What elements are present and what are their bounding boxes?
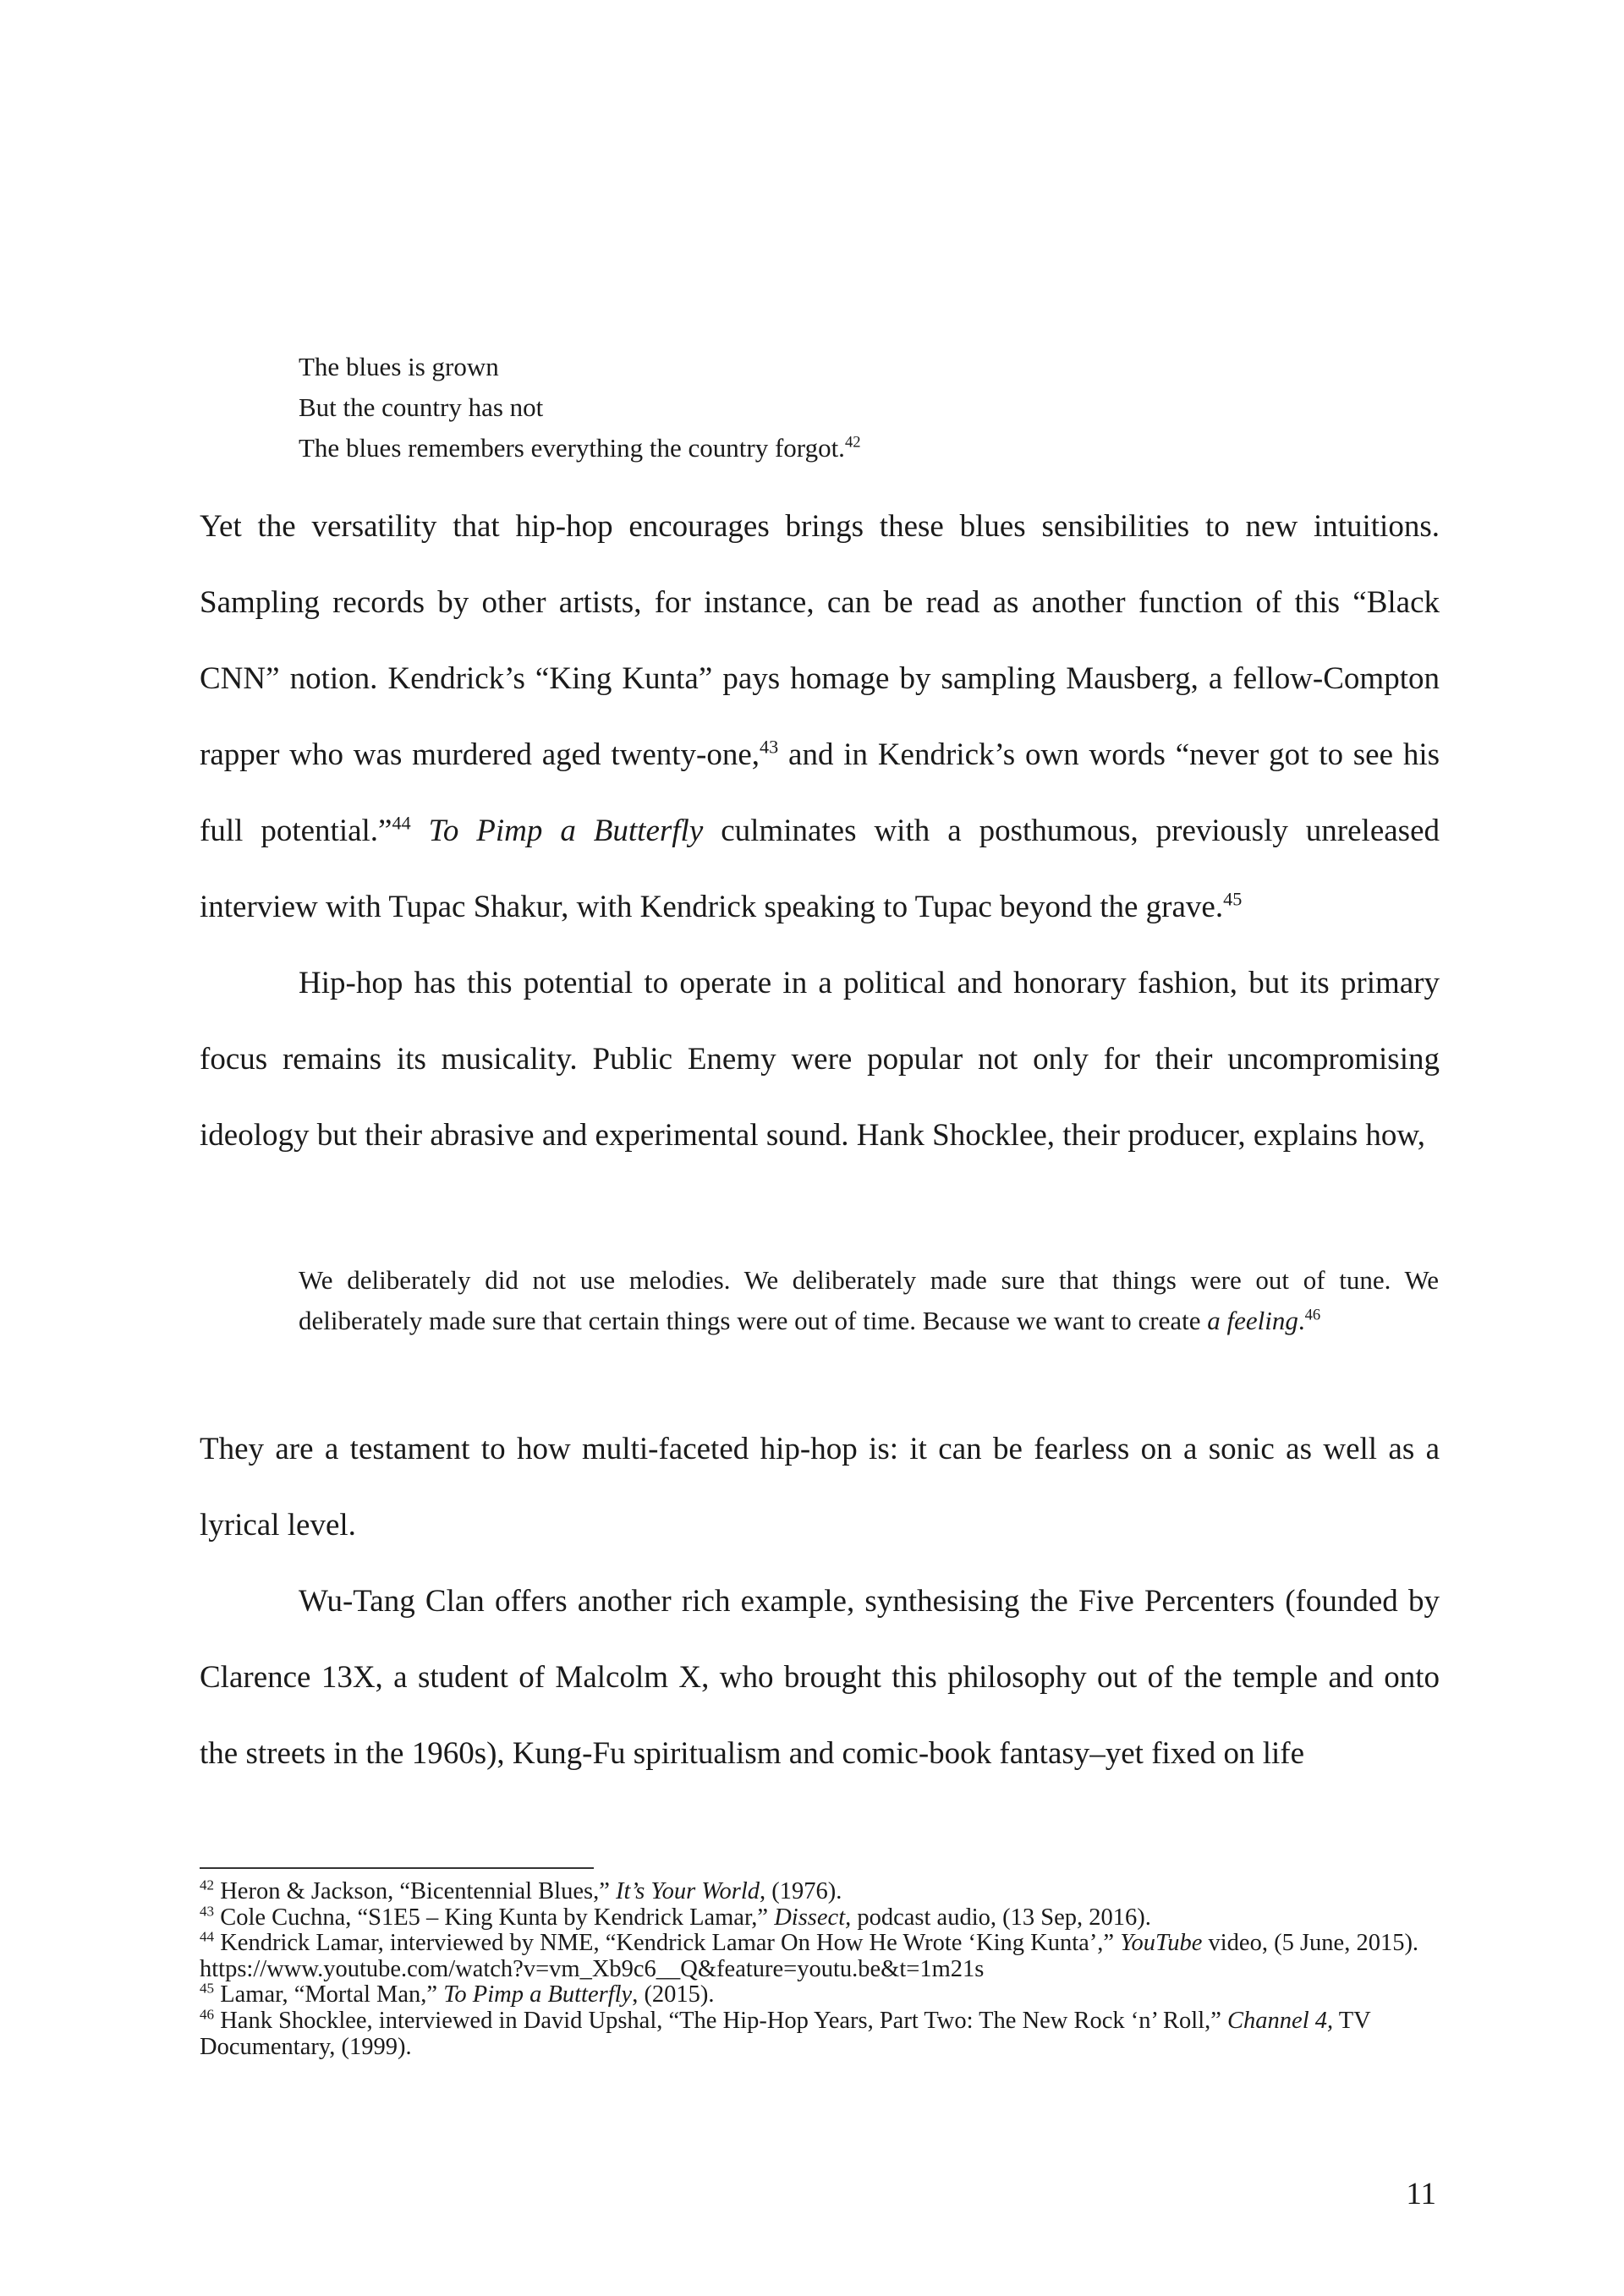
shocklee-quote: We deliberately did not use melodies. We deliberately made sure that things were out of tune. We deliberately made sure that certain things were out of time. Because we want to create a feeling.$^{46}$ [299, 1265, 1439, 1335]
footnote-44: $^{44}$ Kendrick Lamar, interviewed by NME, “Kendrick Lamar On How He Wrote ‘King Kunta’,” YouTube video, (5 June, 2015). https://www.youtube.com/watch?v=vm_Xb9c6__Q&feature=youtu.be&t=1m21s [200, 1928, 1419, 1982]
quote-line: The blues remembers everything the country forgot.$^{42}$ [299, 433, 861, 463]
album-title: To Pimp a Butterfly [428, 814, 704, 848]
paragraph-blues-sampling: Yet the versatility that hip-hop encourages brings these blues sensibilities to new intuitions. Sampling records by other artists, for instance, can be read as another function of this “Black CNN” notion. Kendrick’s “King Kunta” pays homage by sampling Mausberg, a fellow-Compton rapper who was murdered aged twenty-one,$^{43}$ and in Kendrick’s own words “never got to see his full potential.”$^{44}$ To Pimp a Butterfly culminates with a posthumous, previously unreleased interview with Tupac Shakur, with Kendrick speaking to Tupac beyond the grave.$^{45}$ [200, 509, 1440, 924]
footnote-ref: 45 [1223, 888, 1243, 910]
footnotes [200, 1879, 1440, 2060]
footnote-rule [200, 1867, 594, 1869]
footnote-42: $^{42}$ Heron & Jackson, “Bicentennial Blues,” It’s Your World, (1976). [200, 1877, 842, 1904]
footnote-ref: 43 [760, 736, 779, 758]
paragraph-public-enemy: Hip-hop has this potential to operate in a political and honorary fashion, but its primary focus remains its musicality. Public Enemy were popular not only for their uncompromising ideology but their abrasive and experimental sound. Hank Shocklee, their producer, explains how, [200, 966, 1440, 1153]
footnote-ref: 46 [1304, 1306, 1321, 1324]
paragraph-testament: They are a testament to how multi-faceted hip-hop is: it can be fearless on a sonic as well as a lyrical level. [200, 1432, 1440, 1543]
footnote-ref: 42 [844, 433, 861, 452]
footnote-45: $^{45}$ Lamar, “Mortal Man,” To Pimp a Butterfly, (2015). [200, 1980, 715, 2008]
page-number: 11 [1406, 2177, 1436, 2211]
body-text-2 [200, 1411, 1440, 1792]
body-text-1 [200, 489, 1440, 1174]
footnote-46: $^{46}$ Hank Shocklee, interviewed in David Upshal, “The Hip-Hop Years, Part Two: The New Rock ‘n’ Roll,” Channel 4, TV Documentary, (1999). [200, 2006, 1371, 2060]
blues-poem-quote [299, 347, 1439, 469]
quote-line: The blues is grown [299, 352, 499, 381]
quote-line: But the country has not [299, 392, 544, 422]
footnote-ref: 44 [392, 812, 411, 834]
paragraph-wu-tang: Wu-Tang Clan offers another rich example, synthesising the Five Percenters (founded by Clarence 13X, a student of Malcolm X, who brought this philosophy out of the temple and onto the streets in the 1960s), Kung-Fu spiritualism and comic-book fantasy–yet fixed on life [200, 1584, 1440, 1771]
footnote-43: $^{43}$ Cole Cuchna, “S1E5 – King Kunta by Kendrick Lamar,” Dissect, podcast audio, (13 Sep, 2016). [200, 1903, 1151, 1931]
